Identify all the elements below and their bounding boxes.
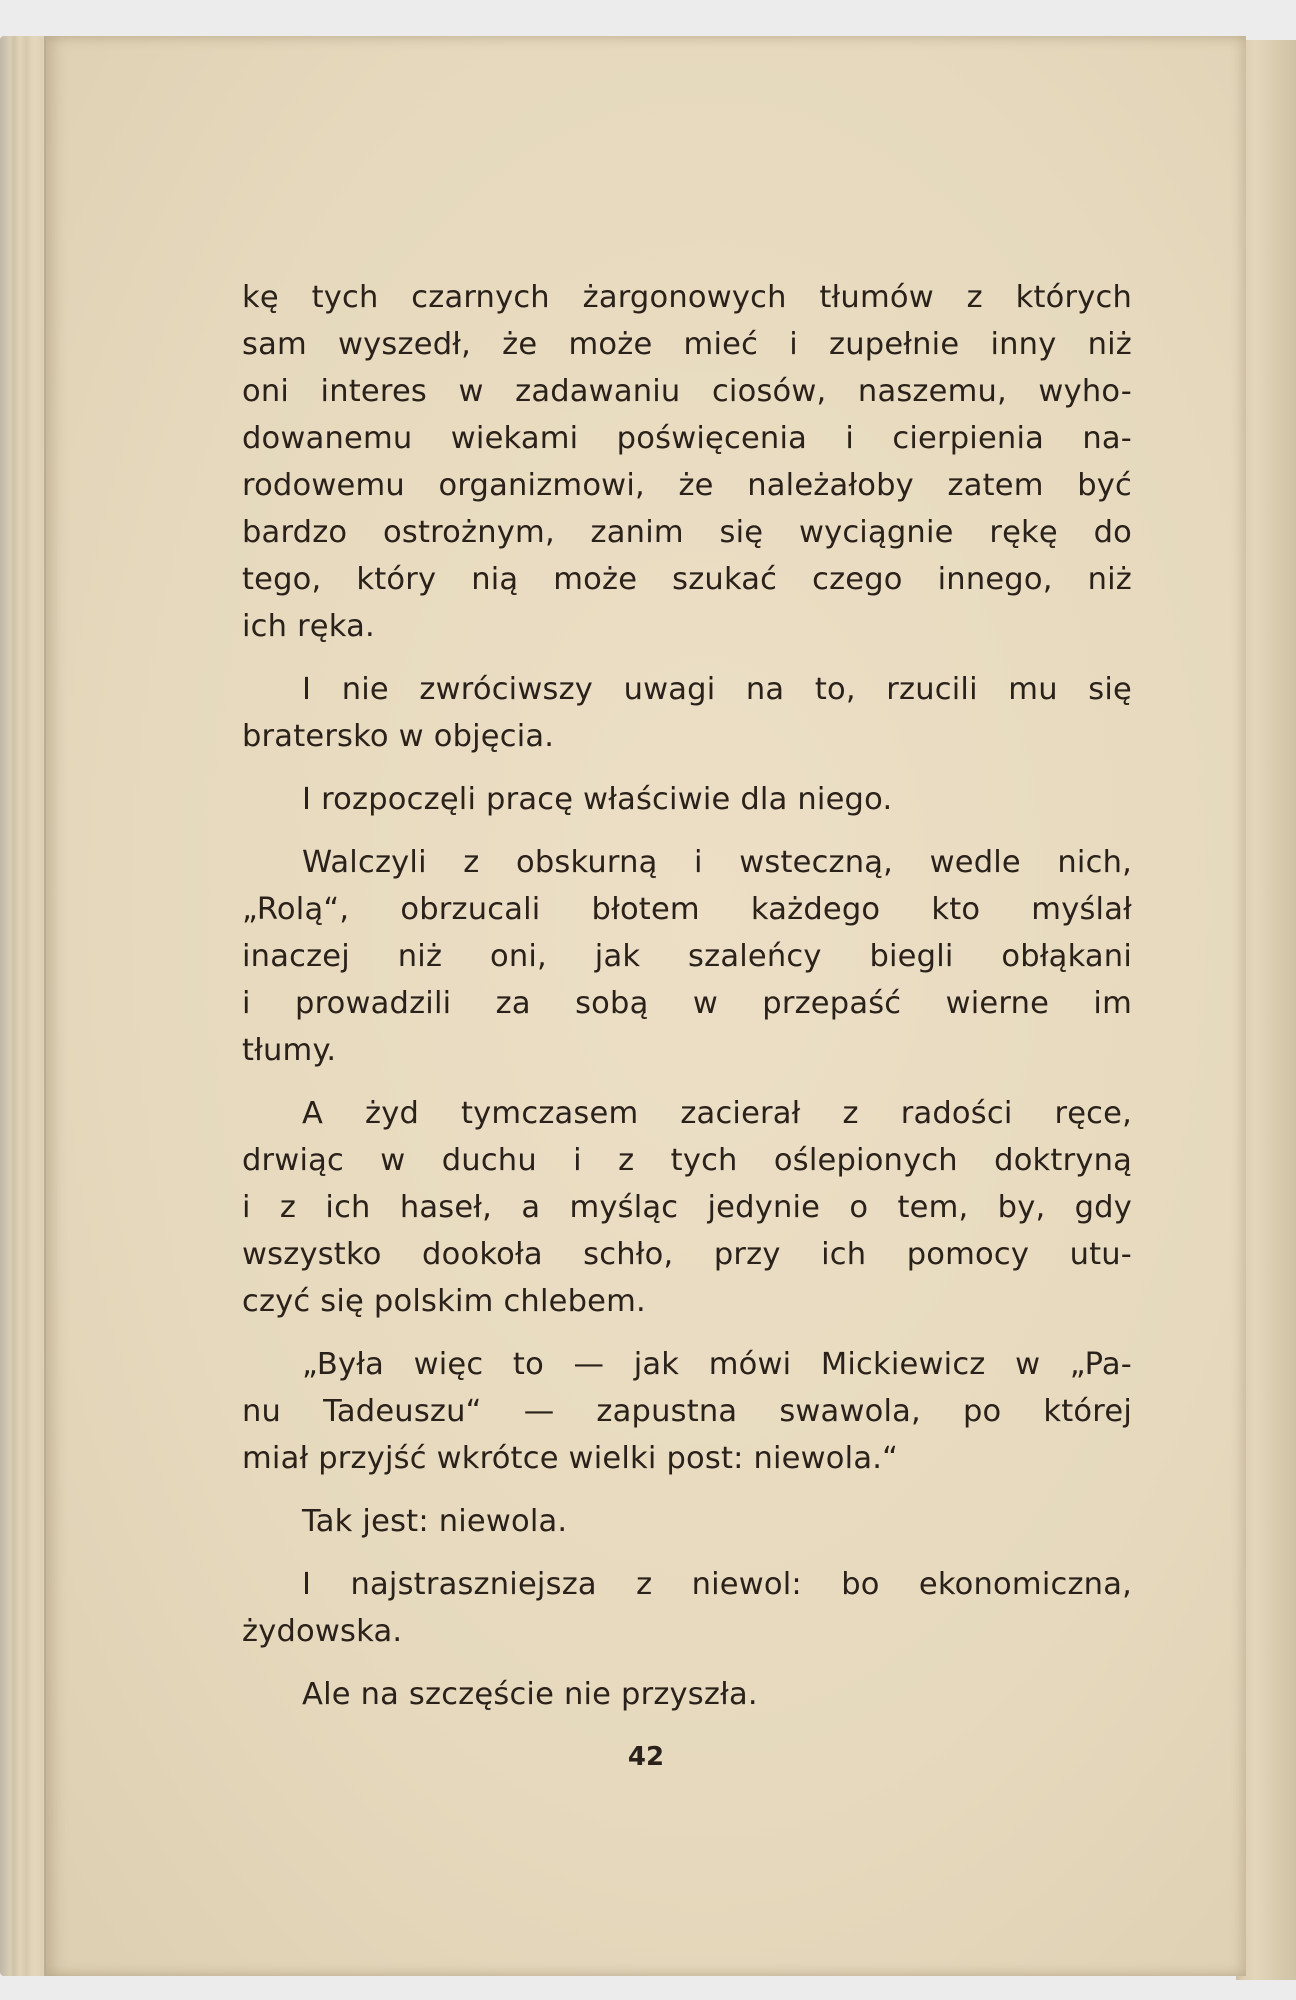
text-line: bardzo ostrożnym, zanim się wyciągnie rękę do <box>242 515 1132 550</box>
text-line: nu Tadeuszu“ — zapustna swawola, po której <box>242 1394 1132 1429</box>
text-line: wszystko dookoła schło, przy ich pomocy utu- <box>242 1237 1132 1272</box>
paragraph <box>242 1498 1132 1545</box>
paragraph <box>242 1341 1132 1482</box>
page-text <box>242 274 1132 1718</box>
paragraph <box>242 776 1132 823</box>
text-line: miał przyjść wkrótce wielki post: niewola.“ <box>242 1441 899 1476</box>
text-line: tego, który nią może szukać czego innego, niż <box>242 562 1132 597</box>
text-line: I rozpoczęli pracę właściwie dla niego. <box>302 782 893 817</box>
text-line: rodowemu organizmowi, że należałoby zatem być <box>242 468 1132 503</box>
text-line: I nie zwróciwszy uwagi na to, rzucili mu się <box>302 672 1132 707</box>
text-line: ich ręka. <box>242 609 375 644</box>
text-line: i prowadzili za sobą w przepaść wierne im <box>242 986 1132 1021</box>
text-line: inaczej niż oni, jak szaleńcy biegli obłąkani <box>242 939 1132 974</box>
paragraph <box>242 666 1132 760</box>
text-line: sam wyszedł, że może mieć i zupełnie inny niż <box>242 327 1132 362</box>
paragraph <box>242 1671 1132 1718</box>
paragraph <box>242 839 1132 1074</box>
book-page <box>44 36 1246 1976</box>
text-line: czyć się polskim chlebem. <box>242 1284 646 1319</box>
paragraph <box>242 1090 1132 1325</box>
text-line: „Była więc to — jak mówi Mickiewicz w „Pa- <box>302 1347 1132 1382</box>
text-line: i z ich haseł, a myśląc jedynie o tem, by, gdy <box>242 1190 1132 1225</box>
text-line: bratersko w objęcia. <box>242 719 555 754</box>
text-line: dowanemu wiekami poświęcenia i cierpienia na- <box>242 421 1132 456</box>
text-line: oni interes w zadawaniu ciosów, naszemu, wyho- <box>242 374 1132 409</box>
paragraph <box>242 274 1132 650</box>
text-line: I najstraszniejsza z niewol: bo ekonomiczna, <box>302 1567 1132 1602</box>
text-line: A żyd tymczasem zacierał z radości ręce, <box>302 1096 1132 1131</box>
text-line: kę tych czarnych żargonowych tłumów z których <box>242 280 1132 315</box>
text-line: drwiąc w duchu i z tych oślepionych doktryną <box>242 1143 1132 1178</box>
paragraph <box>242 1561 1132 1655</box>
text-line: żydowska. <box>242 1614 403 1649</box>
text-line: Walczyli z obskurną i wsteczną, wedle nich, <box>302 845 1132 880</box>
page-number: 42 <box>627 1742 665 1772</box>
text-line: „Rolą“, obrzucali błotem każdego kto myślał <box>242 892 1132 927</box>
text-line: Tak jest: niewola. <box>302 1504 568 1539</box>
text-line: tłumy. <box>242 1033 337 1068</box>
text-line: Ale na szczęście nie przyszła. <box>302 1677 758 1712</box>
